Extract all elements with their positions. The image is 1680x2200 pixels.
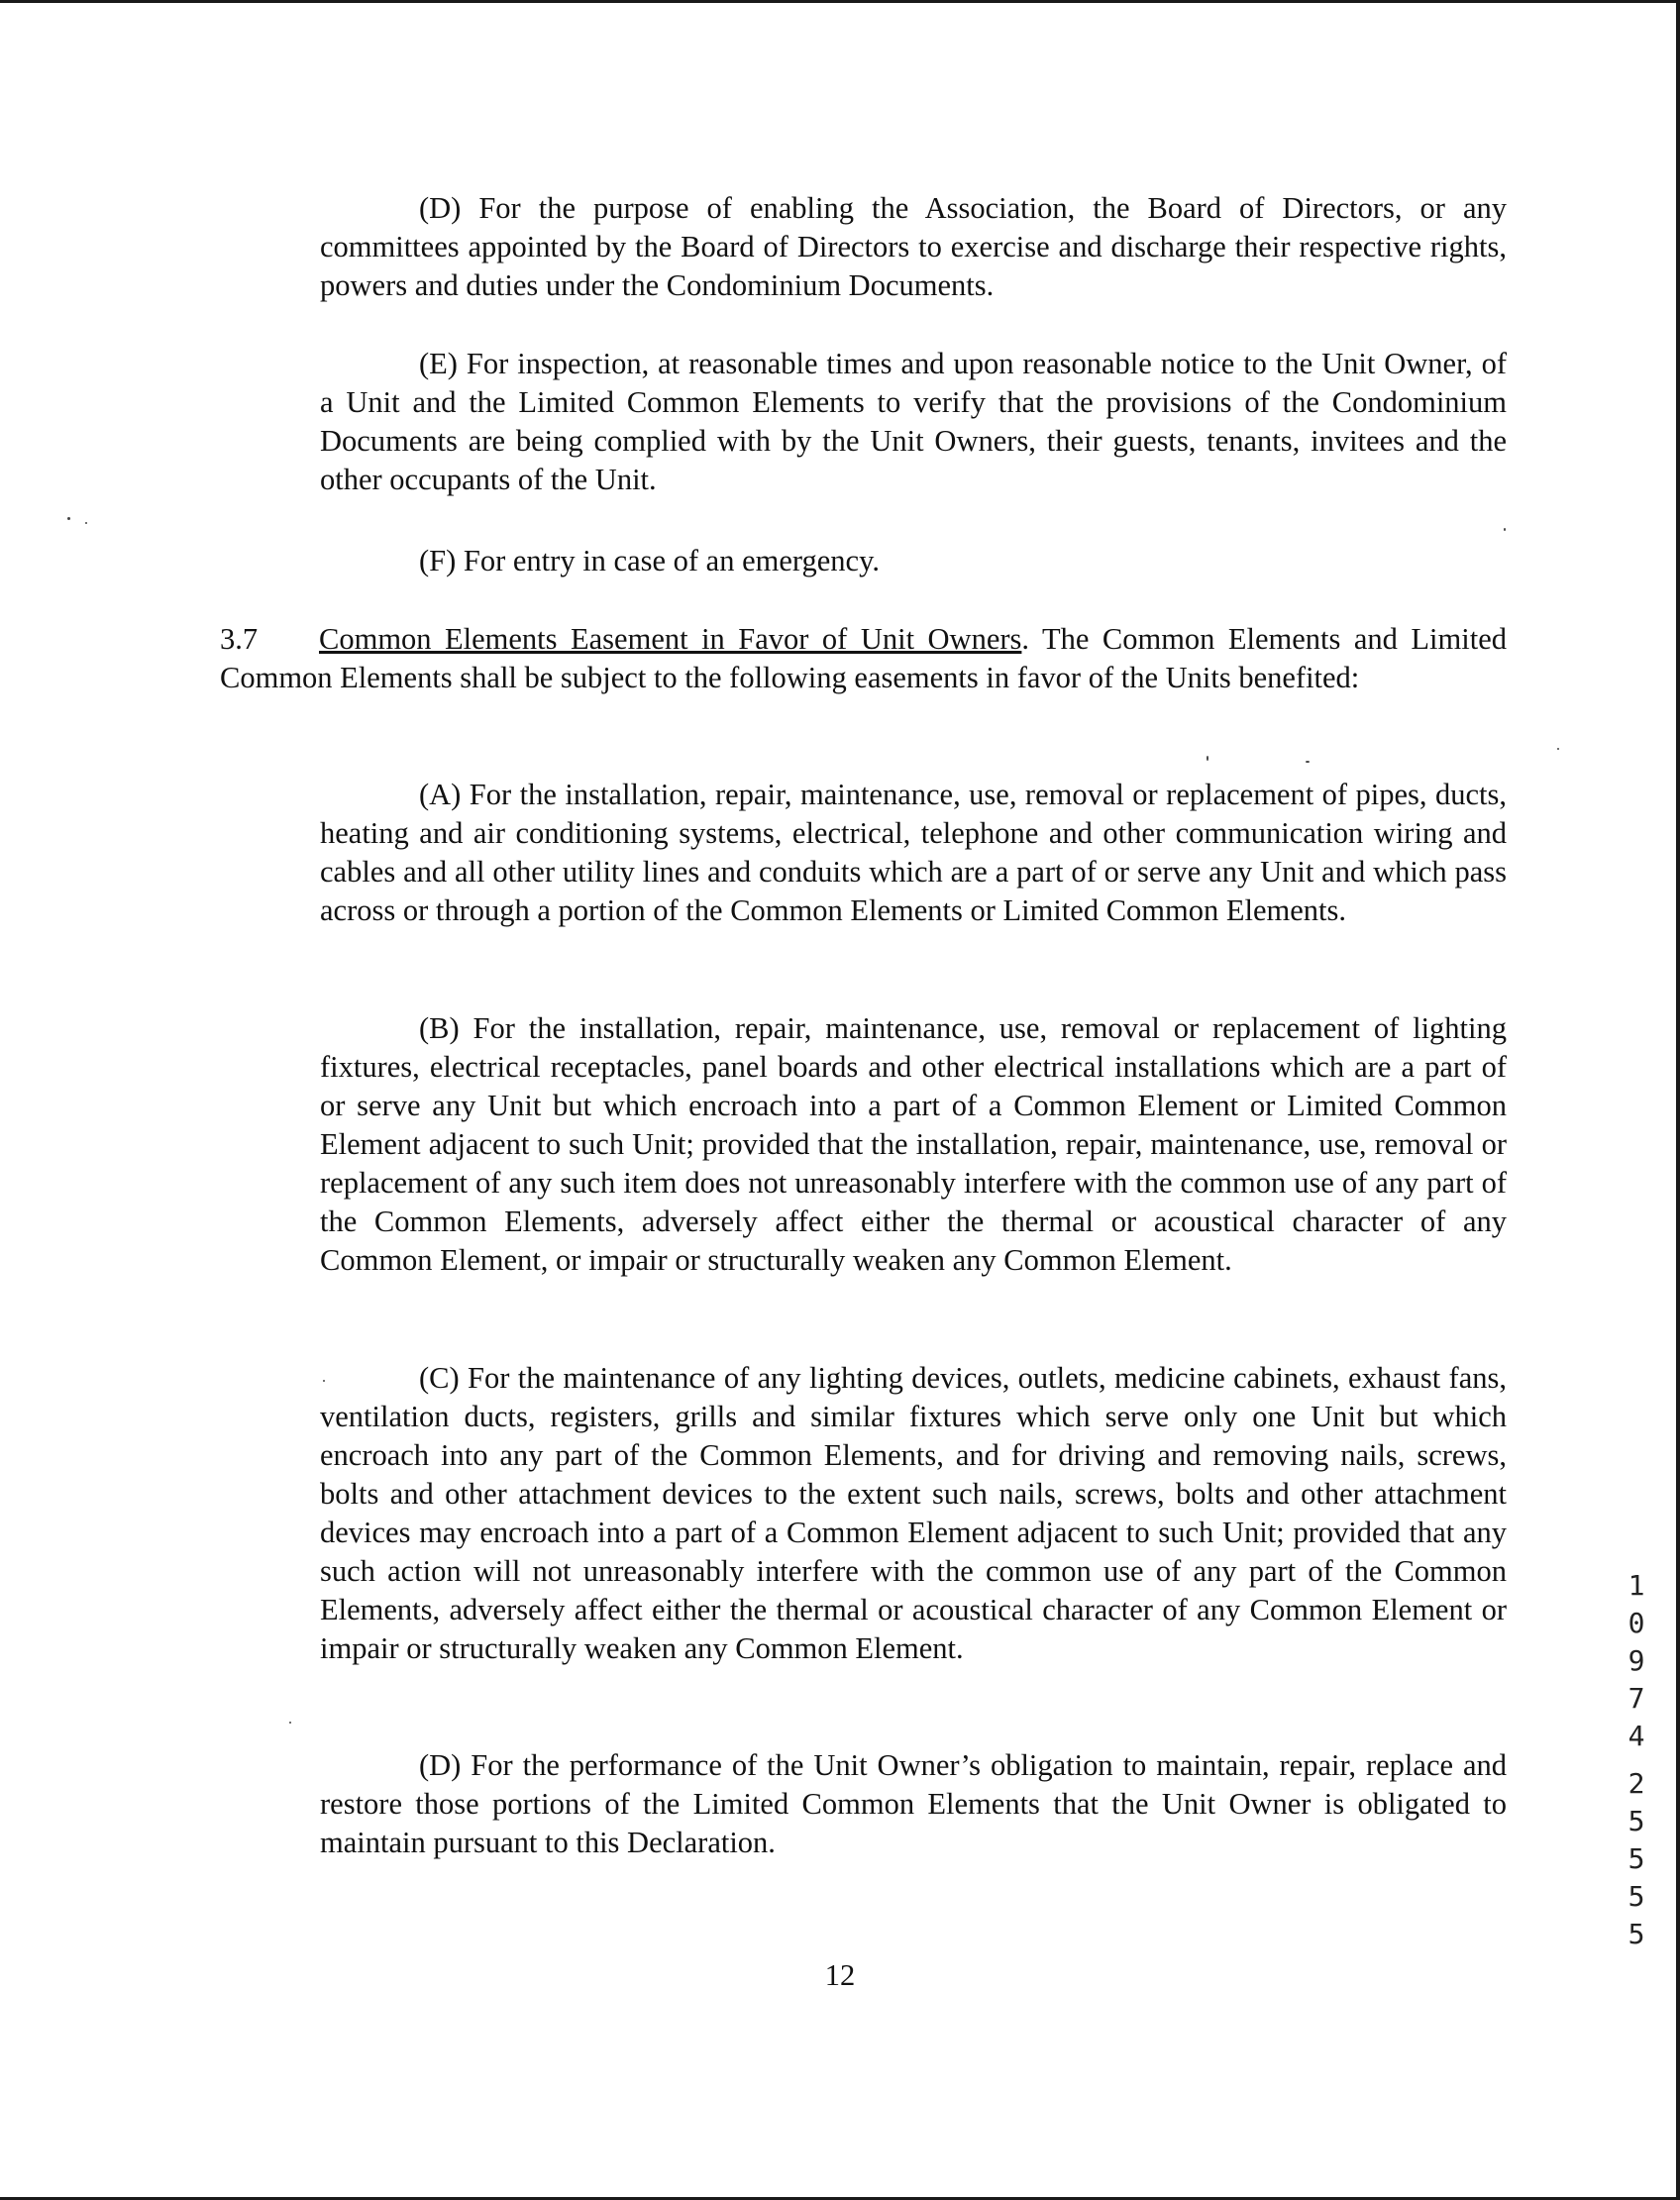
scan-speck <box>1306 761 1310 763</box>
scan-speck <box>1557 748 1559 750</box>
scan-speck <box>1504 528 1506 531</box>
paragraph-a-utilities: (A) For the installation, repair, maintenance, use, removal or replacement of pipes, ducts, heating and air conditioning systems, electrical, telephone and other communication wiring and cables and all other utility lines and conduits which are a part of or serve any Unit and which pass across or through a portion of the Common Elements or Limited Common Elements. <box>320 778 1507 927</box>
scan-speck <box>85 522 87 524</box>
paragraph-f-emergency: (F) For entry in case of an emergency. <box>419 544 880 577</box>
stamp-digit: 2 <box>1628 1767 1645 1800</box>
section-number: 3.7 <box>220 622 259 656</box>
stamp-digit: 5 <box>1628 1842 1645 1875</box>
stamp-digit: 5 <box>1628 1805 1645 1837</box>
paragraph-d-association: (D) For the purpose of enabling the Association, the Board of Directors, or any committees appointed by the Board of Directors to exercise and discharge their respective rights, powers and duties under the Condominium Documents. <box>320 191 1507 302</box>
section-heading-period: . <box>1021 622 1030 656</box>
paragraph-e-inspection: (E) For inspection, at reasonable times and upon reasonable notice to the Unit Owner, of a Unit and the Limited Common Elements to verify that the provisions of the Condominium Documents are being complied with by the Unit Owners, their guests, tenants, invitees and the other occupants of the Unit. <box>320 347 1507 496</box>
stamp-digit: 4 <box>1628 1720 1645 1752</box>
paragraph-b-lighting: (B) For the installation, repair, maintenance, use, removal or replacement of lighting fixtures, electrical receptacles, panel boards and other electrical installations which are a part of or serve any Unit but which encroach into a part of a Common Element or Limited Common Element adjacent to such Unit; provided that the installation, repair, maintenance, use, removal or replacement of any such item does not unreasonably interfere with the common use of any part of the Common Elements, adversely affect either the thermal or acoustical character of any Common Element, or impair or structurally weaken any Common Element. <box>320 1011 1507 1277</box>
section-heading: Common Elements Easement in Favor of Unit Owners <box>319 622 1022 656</box>
scan-speck <box>67 517 70 520</box>
page-number: 12 <box>824 1958 856 1992</box>
scan-speck <box>1207 756 1208 761</box>
stamp-digit: 5 <box>1628 1880 1645 1913</box>
scan-border-right <box>1676 0 1680 2200</box>
paragraph-d-owner-obligation: (D) For the performance of the Unit Owner’s obligation to maintain, repair, replace and restore those portions of the Limited Common Elements that the Unit Owner is obligated to maintain pursuant to this Declaration. <box>320 1748 1507 1859</box>
document-stamp <box>1617 1567 1656 1953</box>
stamp-digit: 9 <box>1628 1644 1645 1677</box>
stamp-gap <box>1617 1755 1656 1765</box>
section-3-7 <box>220 620 1507 697</box>
stamp-digit: 1 <box>1628 1569 1645 1602</box>
paragraph-c-maintenance: (C) For the maintenance of any lighting devices, outlets, medicine cabinets, exhaust fans, ventilation ducts, registers, grills and similar fixtures which serve only one Unit but which encroach into any part of the Common Elements, and for driving and removing nails, screws, bolts and other attachment devices to the extent such nails, screws, bolts and other attachment devices may encroach into a part of a Common Element adjacent to such Unit; provided that any such action will not unreasonably interfere with the common use of any part of the Common Elements, adversely affect either the thermal or acoustical character of any Common Element or impair or structurally weaken any Common Element. <box>320 1361 1507 1665</box>
stamp-digit: 7 <box>1628 1682 1645 1715</box>
scan-speck <box>289 1722 291 1724</box>
stamp-digit: 5 <box>1628 1918 1645 1950</box>
stamp-digit: 0 <box>1628 1607 1645 1639</box>
scan-border-top <box>0 0 1680 3</box>
section-body: The Common Elements and Limited Common Elements shall be subject to the following easements in favor of the Units benefited: <box>220 622 1507 694</box>
scan-speck <box>323 1380 325 1382</box>
